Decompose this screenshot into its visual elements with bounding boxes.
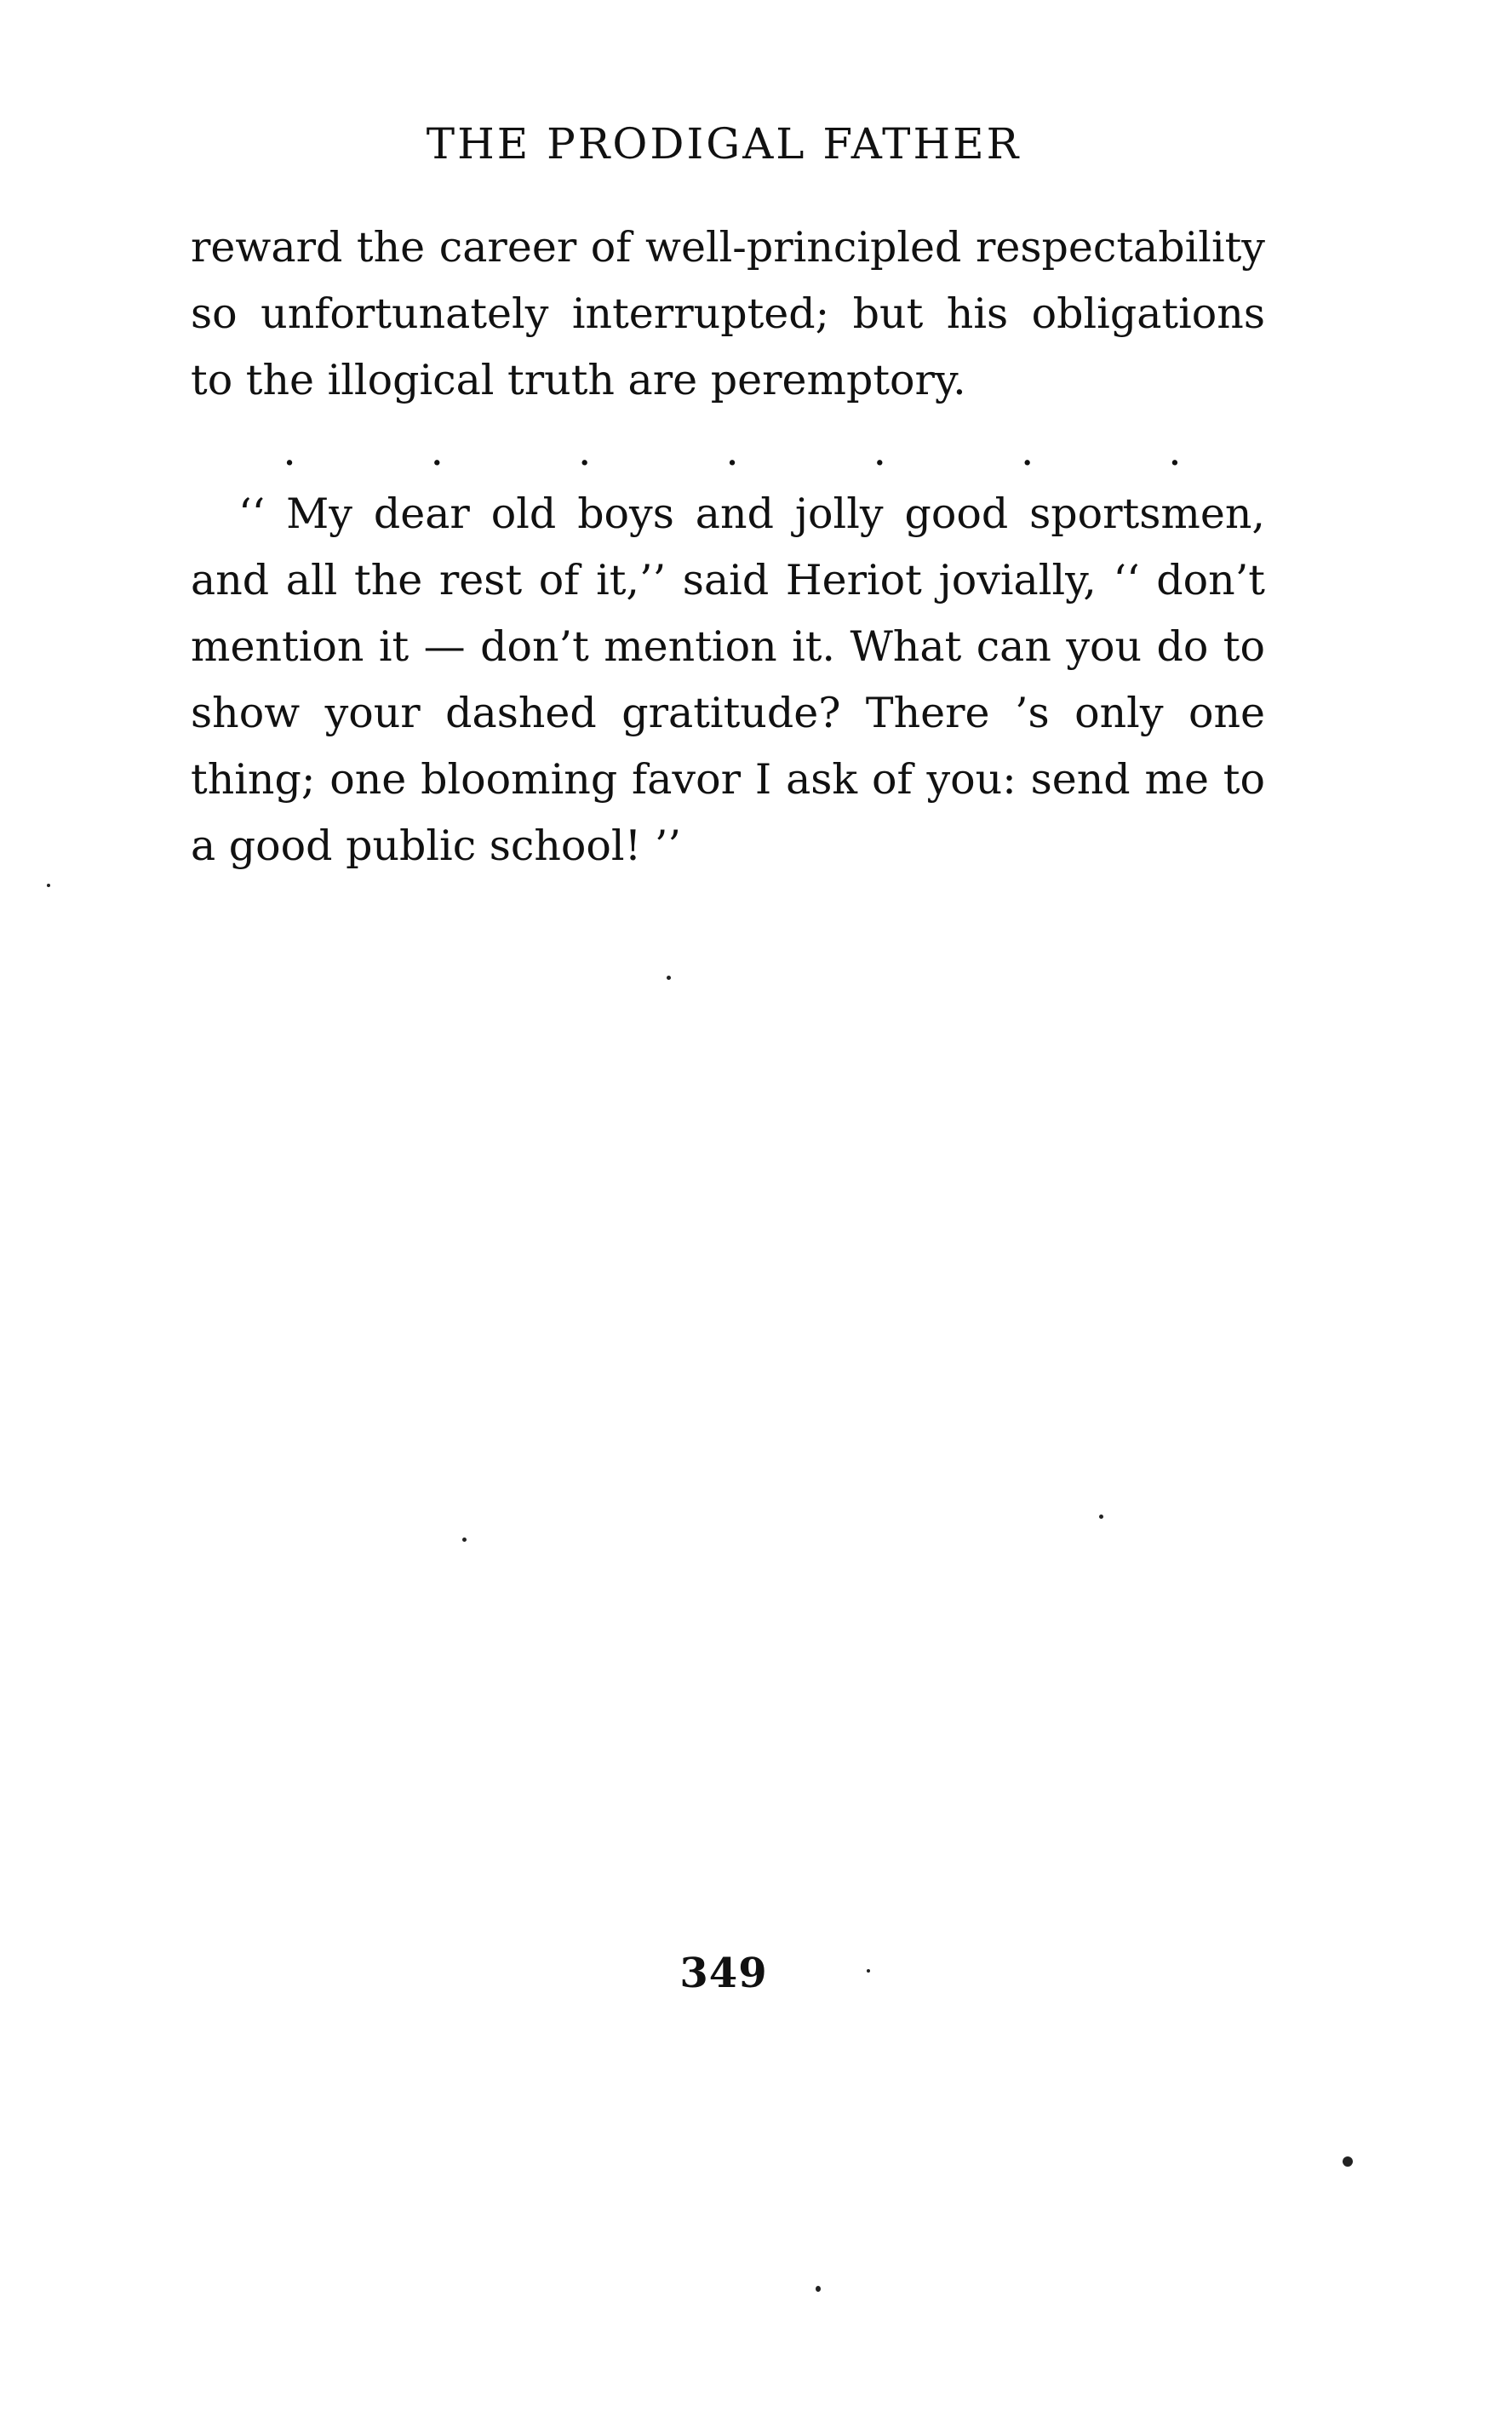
scan-speck (1099, 1515, 1103, 1519)
paragraph-2-container (191, 481, 1265, 879)
break-dot: . (283, 427, 296, 475)
scan-speck (1343, 2156, 1353, 2167)
section-break-dots (281, 426, 1183, 477)
break-dot: . (577, 427, 592, 475)
scan-speck (462, 1538, 467, 1542)
break-dot: . (1168, 427, 1182, 475)
break-dot: . (1020, 427, 1034, 475)
scan-speck (816, 2286, 821, 2292)
scan-speck (667, 976, 671, 980)
scan-speck (47, 884, 50, 887)
break-dot: . (725, 427, 739, 475)
break-dot: . (430, 427, 444, 475)
running-head: THE PRODIGAL FATHER (426, 119, 1022, 169)
page-number: 349 (679, 1950, 768, 1997)
break-dot: . (873, 427, 887, 475)
paragraph-1-container (191, 215, 1265, 414)
scan-speck (867, 1969, 870, 1973)
paragraph-1: reward the career of well-principled respectability so unfortunately interrupted; but his obligations to the illogical truth are peremptory. (191, 223, 1265, 404)
paragraph-2: ‘‘ My dear old boys and jolly good sportsmen, and all the rest of it,’’ said Heriot jovially, ‘‘ don’t mention it — don’t mention it. What can you do to show your dashed gratitude? There ’s only one thing; one blooming favor I ask of you: send me to a good public school! ’’ (191, 490, 1265, 870)
